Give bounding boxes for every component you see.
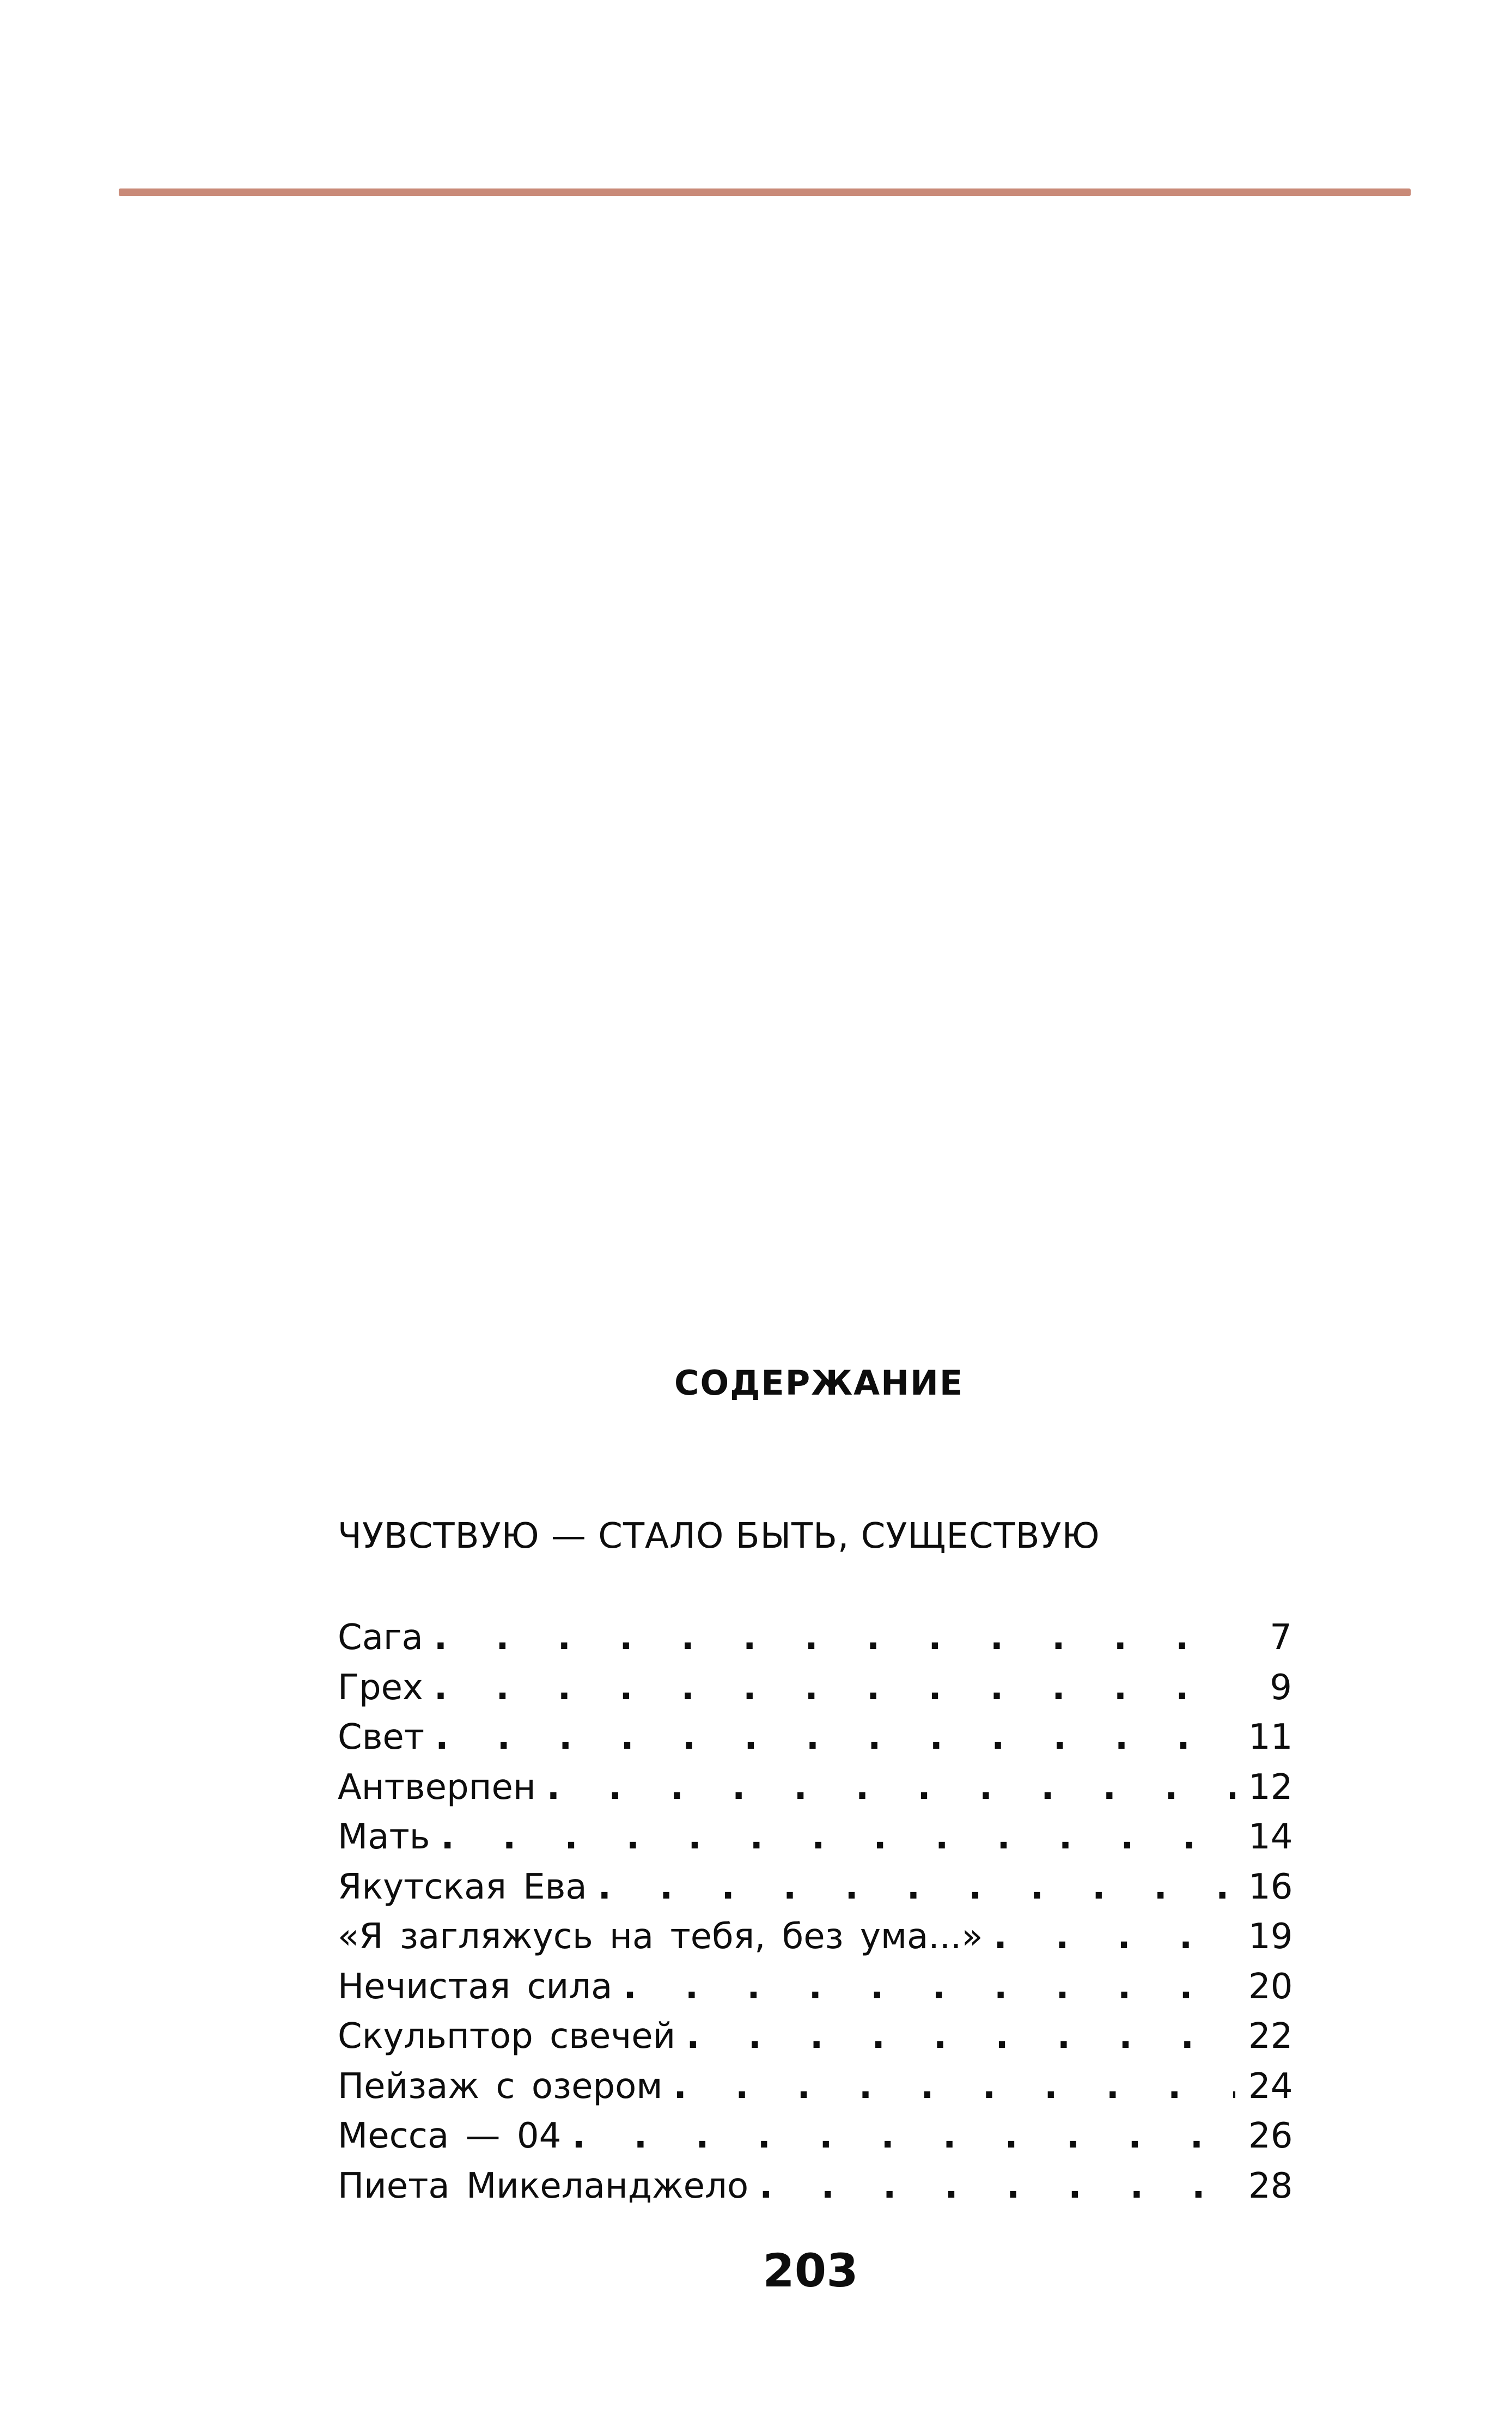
toc-entry[interactable] bbox=[338, 2165, 1293, 2219]
toc-entry[interactable] bbox=[338, 1966, 1293, 2019]
toc-entry-title: «Я загляжусь на тебя, без ума...» bbox=[338, 1917, 983, 1957]
dot-leader bbox=[994, 1919, 1235, 1954]
toc-entry-page: 24 bbox=[1248, 2066, 1293, 2107]
toc-entry-title: Грех bbox=[338, 1667, 423, 1708]
dot-leader bbox=[547, 1770, 1235, 1805]
section-title: ЧУВСТВУЮ — СТАЛО БЫТЬ, СУЩЕСТВУЮ bbox=[338, 1516, 1100, 1556]
page-number: 203 bbox=[763, 2244, 858, 2297]
toc-entry-page: 16 bbox=[1248, 1866, 1293, 1907]
toc-entry-page: 28 bbox=[1248, 2165, 1293, 2206]
dot-leader bbox=[674, 2069, 1236, 2104]
toc-entry-page: 22 bbox=[1248, 2016, 1293, 2057]
toc-entry-page: 7 bbox=[1270, 1617, 1292, 1658]
toc-heading: СОДЕРЖАНИЕ bbox=[674, 1363, 964, 1403]
dot-leader bbox=[598, 1870, 1235, 1905]
toc-entry-title: Нечистая сила bbox=[338, 1966, 613, 2007]
toc-entry[interactable] bbox=[338, 2016, 1293, 2069]
toc-entry-title: Якутская Ева bbox=[338, 1866, 587, 1907]
toc-entry[interactable] bbox=[338, 1617, 1292, 1670]
toc-entry[interactable] bbox=[338, 2066, 1293, 2119]
dot-leader bbox=[435, 1720, 1235, 1755]
dot-leader bbox=[759, 2169, 1235, 2204]
toc-list bbox=[338, 1617, 1293, 2218]
toc-entry[interactable] bbox=[338, 1767, 1293, 1820]
toc-entry-page: 12 bbox=[1248, 1767, 1293, 1808]
toc-entry-title: Свет bbox=[338, 1717, 425, 1757]
toc-entry[interactable] bbox=[338, 1866, 1293, 1920]
dot-leader bbox=[434, 1620, 1235, 1655]
dot-leader bbox=[572, 2119, 1235, 2154]
toc-entry-title: Скульптор свечей bbox=[338, 2016, 676, 2057]
toc-entry-title: Пиета Микеланджело bbox=[338, 2165, 749, 2206]
dot-leader bbox=[434, 1670, 1235, 1705]
toc-entry-page: 26 bbox=[1248, 2116, 1293, 2156]
toc-entry[interactable] bbox=[338, 1667, 1292, 1720]
toc-entry[interactable] bbox=[338, 2116, 1293, 2169]
top-decorative-rule bbox=[119, 188, 1411, 196]
dot-leader bbox=[623, 1969, 1235, 2004]
toc-entry-page: 14 bbox=[1248, 1817, 1293, 1857]
toc-entry[interactable] bbox=[338, 1817, 1293, 1870]
toc-entry-title: Сага bbox=[338, 1617, 423, 1658]
toc-entry-title: Антверпен bbox=[338, 1767, 536, 1808]
dot-leader bbox=[441, 1820, 1235, 1854]
toc-entry-page: 11 bbox=[1248, 1717, 1293, 1757]
toc-entry-title: Месса — 04 bbox=[338, 2116, 562, 2156]
toc-entry-page: 19 bbox=[1248, 1917, 1293, 1957]
toc-entry-page: 20 bbox=[1248, 1966, 1293, 2007]
toc-entry[interactable] bbox=[338, 1919, 1292, 1969]
toc-entry[interactable] bbox=[338, 1717, 1293, 1770]
toc-entry-title: Мать bbox=[338, 1817, 430, 1857]
toc-entry-title: Пейзаж с озером bbox=[338, 2066, 663, 2107]
dot-leader bbox=[686, 2019, 1235, 2054]
toc-entry-page: 9 bbox=[1270, 1667, 1292, 1708]
